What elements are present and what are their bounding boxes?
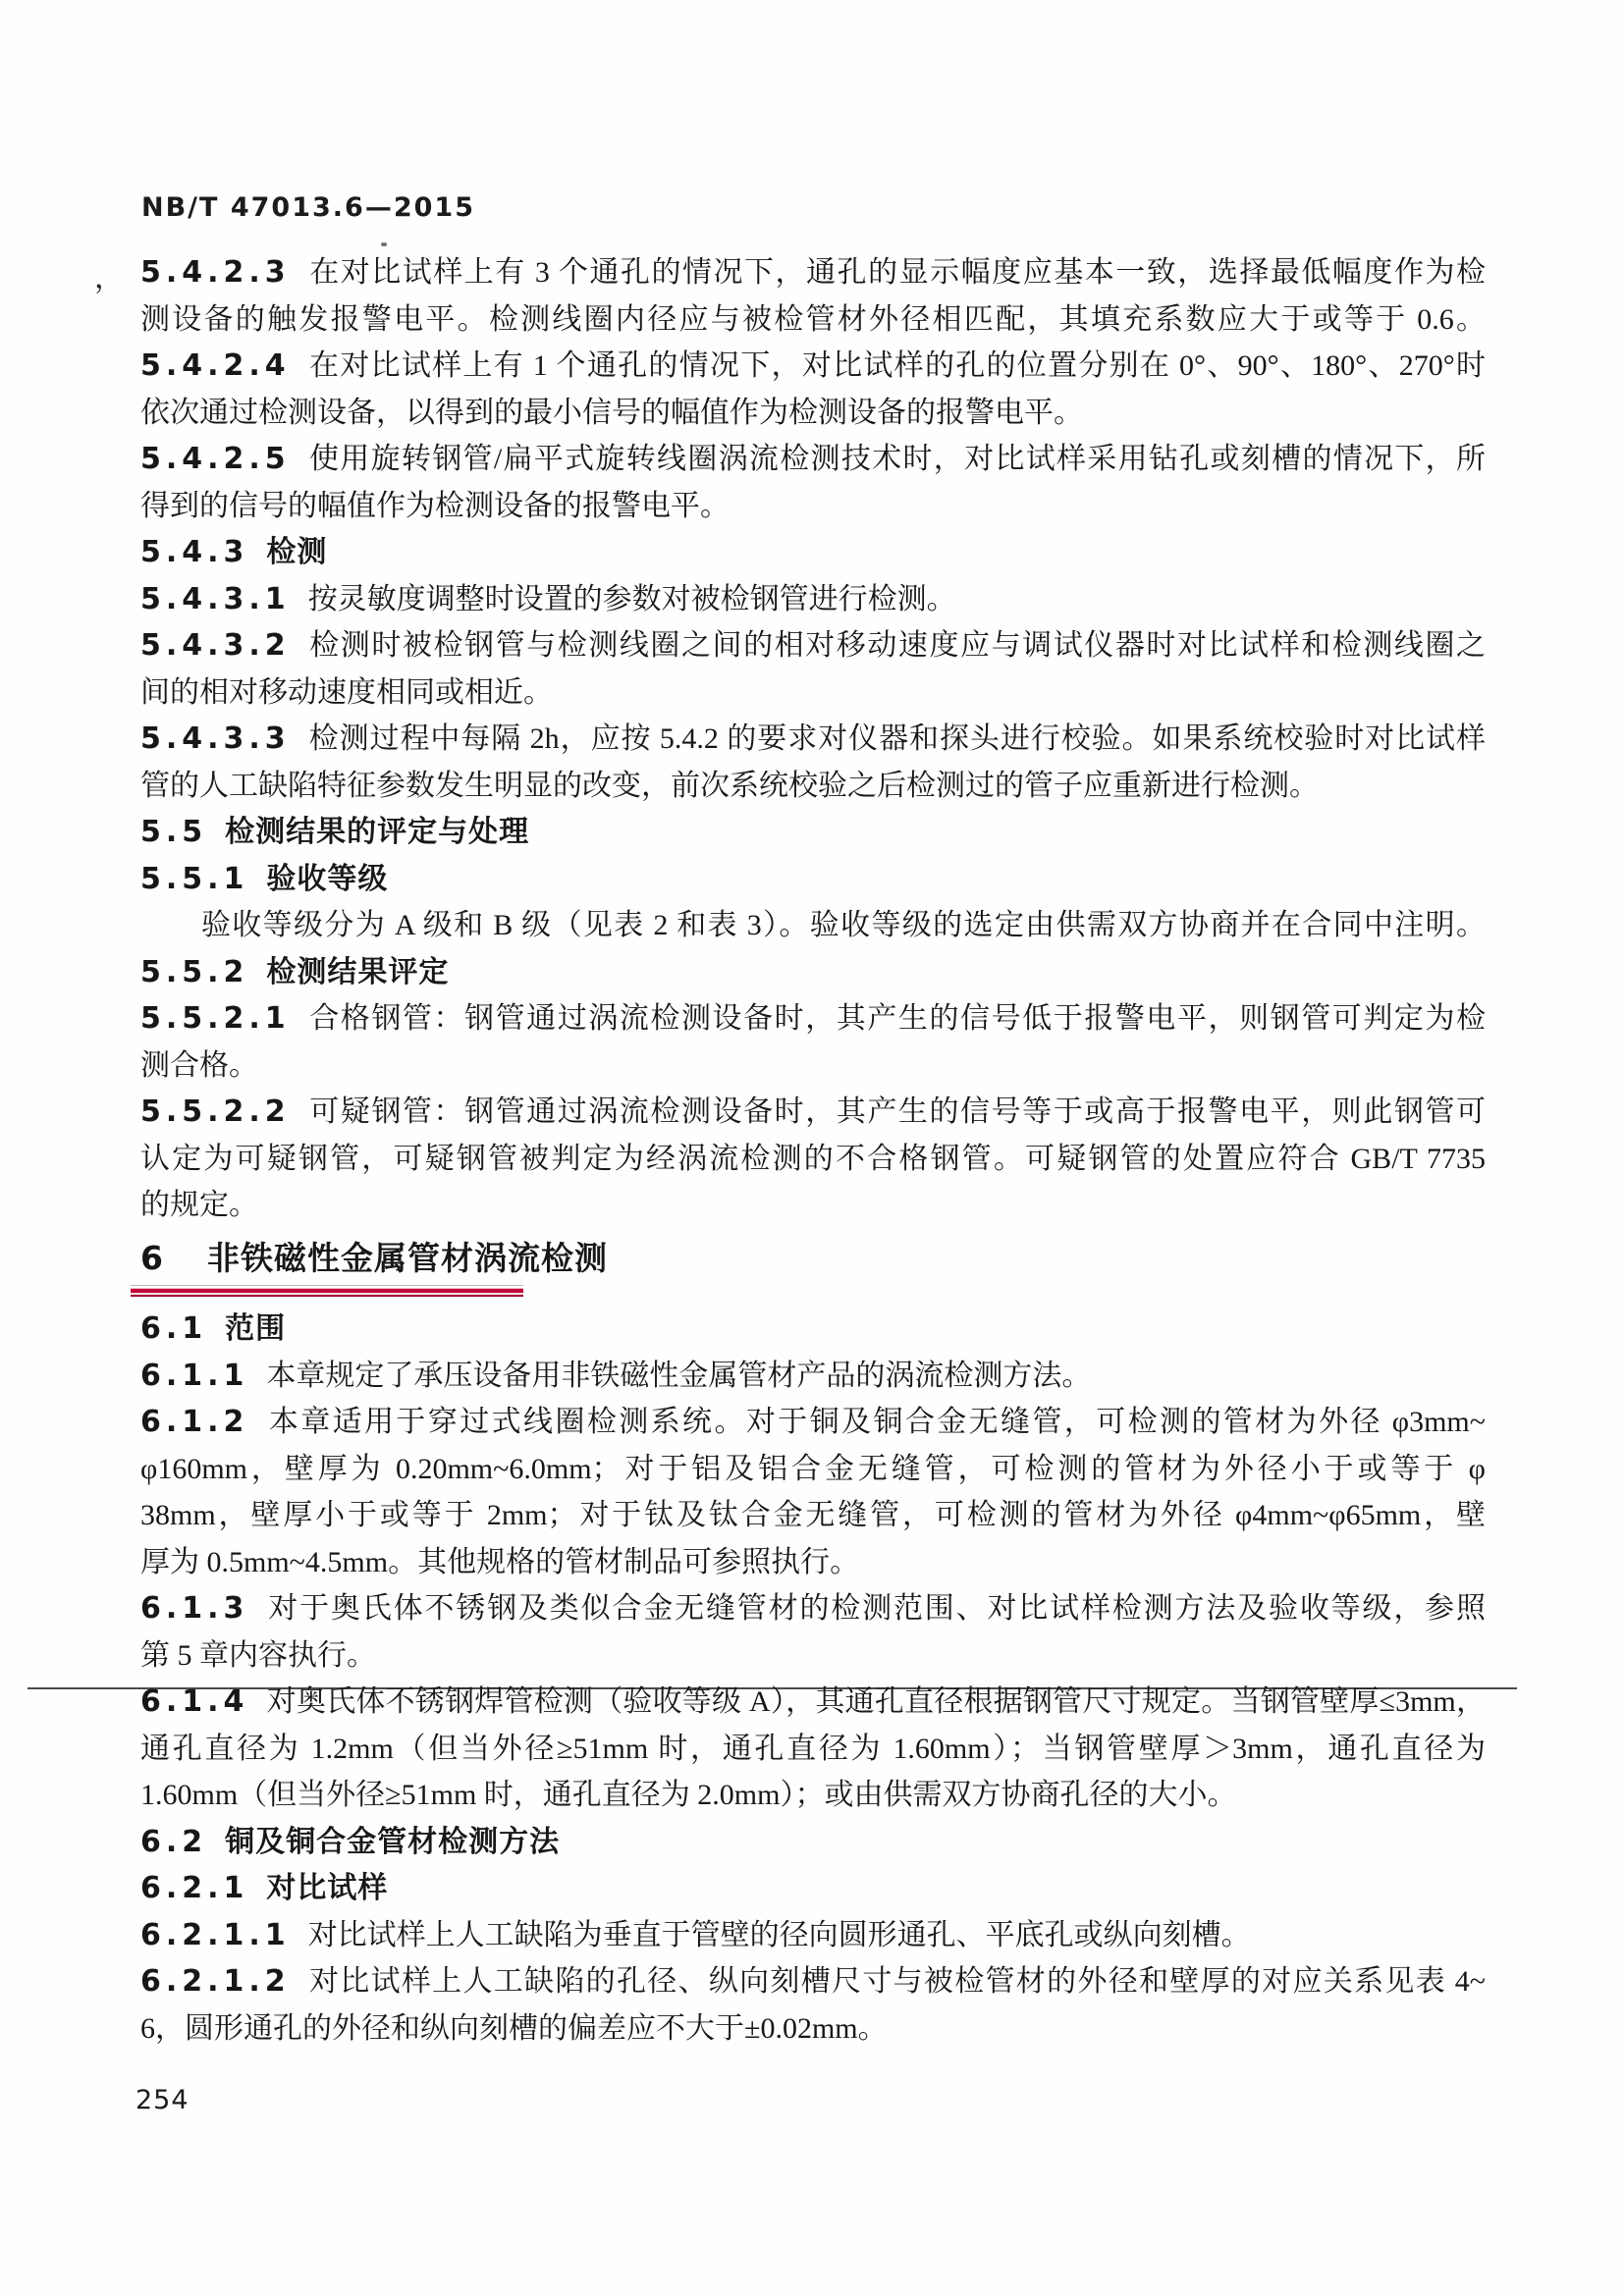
clause-number: 5.5 (140, 815, 208, 849)
text-line: 第 5 章内容执行。 (140, 1638, 376, 1672)
text-line: 厚为 0.5mm~4.5mm。其他规格的管材制品可参照执行。 (140, 1545, 860, 1578)
clause-5.5.2.1 (140, 995, 1486, 1042)
clause-number: 6.2.1 (140, 1871, 249, 1905)
text-line: 1.60mm（但当外径≥51mm 时，通孔直径为 2.0mm）；或由供需双方协商孔径的大小。 (140, 1779, 1237, 1811)
clause-number: 5.4.3.2 (140, 628, 291, 663)
clause-number: 6.2 (140, 1824, 208, 1859)
heading-5.5.2 (140, 949, 1486, 996)
text-line: 测设备的触发报警电平。检测线圈内径应与被检管材外径相匹配，其填充系数应大于或等于 0.6。 (140, 302, 1486, 336)
text-line: 依次通过检测设备，以得到的最小信号的幅值作为检测设备的报警电平。 (140, 396, 1083, 429)
clause-6.2.1.2 (140, 1958, 1486, 2005)
clause-text: 本章适用于穿过式线圈检测系统。对于铜及铜合金无缝管，可检测的管材为外径 φ3mm~ (266, 1406, 1486, 1438)
clause-number: 5.5.2.2 (140, 1095, 291, 1129)
heading-text: 非铁磁性金属管材涡流检测 (206, 1238, 608, 1277)
text-line: 得到的信号的幅值作为检测设备的报警电平。 (140, 489, 730, 522)
text-line: 验收等级分为 A 级和 B 级（见表 2 和表 3）。验收等级的选定由供需双方协商并在合同中注明。 (201, 909, 1486, 941)
clause-5.4.2.5 (140, 436, 1486, 483)
text-line: 的规定。 (140, 1189, 258, 1221)
clause-text: 对奥氏体不锈钢焊管检测（验收等级 A），其通孔直径根据钢管尺寸规定。当钢管壁厚≤3mm， (266, 1685, 1486, 1718)
clause-text: 对比试样上人工缺陷的孔径、纵向刻槽尺寸与被检管材的外径和壁厚的对应关系见表 4~ (307, 1965, 1486, 1998)
text-line: 38mm，壁厚小于或等于 2mm；对于钛及钛合金无缝管，可检测的管材为外径 φ4mm~φ65mm，壁 (140, 1499, 1486, 1531)
clause-number: 6 (140, 1238, 168, 1277)
clause-text: 对比试样上人工缺陷为垂直于管壁的径向圆形通孔、平底孔或纵向刻槽。 (307, 1918, 1251, 1951)
text-line: 管的人工缺陷特征参数发生明显的改变，前次系统校验之后检测过的管子应重新进行检测。 (140, 769, 1319, 802)
clause-number: 6.2.1.1 (140, 1917, 291, 1952)
clause-number: 5.5.2 (140, 954, 249, 989)
clause-number: 5.4.3 (140, 535, 249, 569)
heading-6.1 (140, 1306, 1486, 1353)
heading-text: 检测 (266, 535, 328, 569)
heading-text: 范围 (225, 1311, 287, 1346)
heading-6.2 (140, 1819, 1486, 1866)
clause-5.4.3.2 (140, 622, 1486, 669)
text-line: 通孔直径为 1.2mm（但当外径≥51mm 时，通孔直径为 1.60mm）；当钢管壁厚＞3mm，通孔直径为 (140, 1732, 1486, 1765)
heading-text: 铜及铜合金管材检测方法 (225, 1824, 561, 1859)
text-line: 间的相对移动速度相同或相近。 (140, 675, 553, 709)
clause-6.1.1 (140, 1353, 1486, 1400)
heading-5.5.1 (140, 856, 1486, 903)
clause-5.4.3.1 (140, 576, 1486, 623)
page-number: 254 (135, 2085, 189, 2115)
clause-number: 5.4.3.1 (140, 581, 291, 616)
clause-number: 6.1.2 (140, 1405, 249, 1439)
heading-6.2.1 (140, 1865, 1486, 1912)
heading-6 (140, 1235, 1486, 1282)
clause-number: 6.1.4 (140, 1684, 249, 1719)
clause-number: 5.5.2.1 (140, 1001, 291, 1036)
clause-text: 对于奥氏体不锈钢及类似合金无缝管材的检测范围、对比试样检测方法及验收等级，参照 (266, 1592, 1486, 1625)
clause-6.1.3 (140, 1585, 1486, 1632)
heading-text: 验收等级 (266, 861, 389, 896)
clause-text: 合格钢管：钢管通过涡流检测设备时，其产生的信号低于报警电平，则钢管可判定为检 (307, 1002, 1486, 1035)
text-line: 测合格。 (140, 1048, 258, 1082)
scan-artifact-speck (381, 242, 387, 246)
section-6-red-underline (131, 1285, 523, 1298)
heading-text: 检测结果的评定与处理 (225, 815, 530, 849)
text-line: φ160mm，壁厚为 0.20mm~6.0mm；对于铝及铝合金无缝管，可检测的管材为外径小于或等于 φ (140, 1452, 1486, 1485)
standard-number: NB/T 47013.6—2015 (141, 192, 475, 223)
clause-5.4.2.4 (140, 343, 1486, 390)
clause-text: 按灵敏度调整时设置的参数对被检钢管进行检测。 (307, 582, 956, 615)
clause-6.2.1.1 (140, 1912, 1486, 1959)
clause-number: 6.1 (140, 1311, 208, 1346)
document-body (140, 249, 1486, 2052)
text-line: 认定为可疑钢管，可疑钢管被判定为经涡流检测的不合格钢管。可疑钢管的处置应符合 GB/T 7735 (140, 1142, 1486, 1175)
heading-text: 对比试样 (266, 1871, 389, 1905)
clause-5.4.3.3 (140, 716, 1486, 763)
clause-text: 在对比试样上有 1 个通孔的情况下，对比试样的孔的位置分别在 0°、90°、180°、270°时 (307, 349, 1486, 382)
heading-5.5 (140, 809, 1486, 856)
clause-number: 6.1.1 (140, 1358, 249, 1393)
clause-number: 5.4.2.4 (140, 348, 291, 383)
heading-text: 检测结果评定 (266, 954, 450, 989)
margin-mark: ， (94, 262, 124, 294)
clause-number: 5.4.3.3 (140, 721, 291, 756)
clause-number: 5.4.2.5 (140, 442, 291, 476)
clause-text: 在对比试样上有 3 个通孔的情况下，通孔的显示幅度应基本一致，选择最低幅度作为检 (307, 256, 1486, 289)
clause-number: 6.2.1.2 (140, 1964, 291, 1999)
heading-5.4.3 (140, 529, 1486, 576)
clause-text: 使用旋转钢管/扁平式旋转线圈涡流检测技术时，对比试样采用钻孔或刻槽的情况下，所 (307, 443, 1486, 475)
clause-number: 5.4.2.3 (140, 255, 291, 290)
clause-text: 可疑钢管：钢管通过涡流检测设备时，其产生的信号等于或高于报警电平，则此钢管可 (307, 1095, 1486, 1128)
clause-6.1.4 (140, 1679, 1486, 1726)
clause-text: 检测时被检钢管与检测线圈之间的相对移动速度应与调试仪器时对比试样和检测线圈之 (307, 629, 1486, 662)
clause-5.4.2.3 (140, 249, 1486, 296)
clause-text: 本章规定了承压设备用非铁磁性金属管材产品的涡流检测方法。 (266, 1359, 1092, 1392)
clause-6.1.2 (140, 1399, 1486, 1446)
clause-5.5.2.2 (140, 1089, 1486, 1136)
clause-text: 检测过程中每隔 2h，应按 5.4.2 的要求对仪器和探头进行校验。如果系统校验时对比试样 (307, 722, 1486, 755)
clause-number: 5.5.1 (140, 861, 249, 896)
clause-number: 6.1.3 (140, 1591, 249, 1626)
text-line: 6，圆形通孔的外径和纵向刻槽的偏差应不大于±0.02mm。 (140, 2011, 888, 2045)
